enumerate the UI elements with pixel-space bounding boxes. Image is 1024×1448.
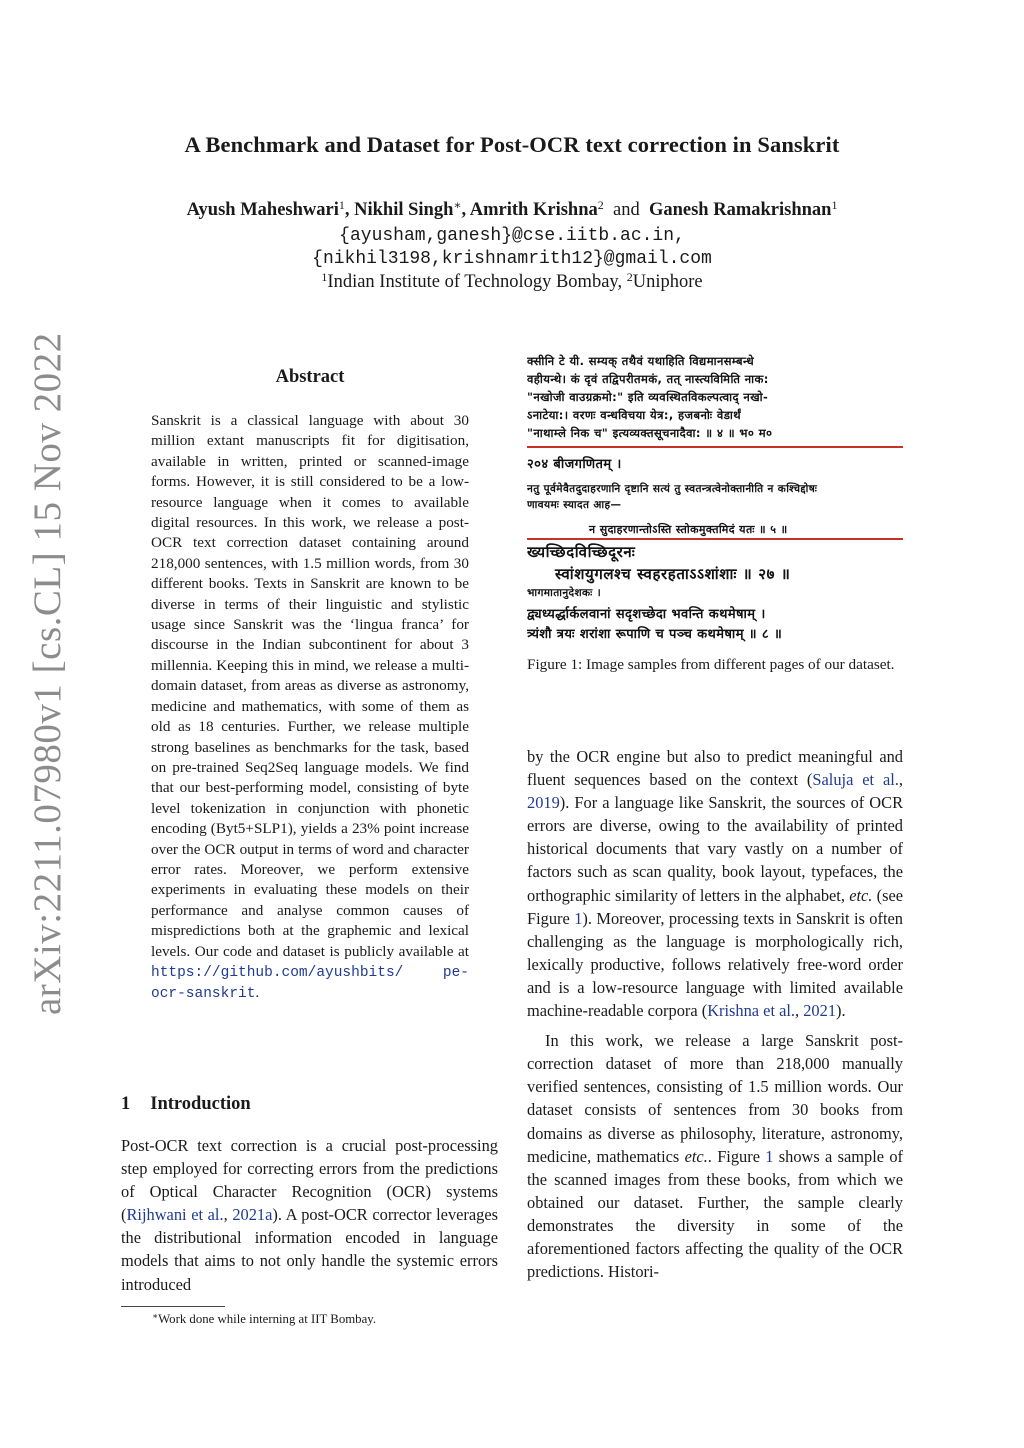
figure-ref-link[interactable]: 1 (574, 908, 583, 928)
citation-link[interactable]: Rijhwani et al., 2021a (126, 1205, 273, 1225)
scan-text-line: त्र्यंशौ त्रयः शरांशा रूपाणि च पञ्च कथमेषाम् ॥ ८ ॥ (527, 627, 783, 642)
affiliation-mark: 2 (626, 270, 633, 284)
scan-text-line: २०४ बीजगणितम् । (527, 457, 622, 472)
paragraph: by the OCR engine but also to predict meaningful and fluent sequences based on the context (Saluja et al., 2019). For a language like Sanskrit, the sources of OCR errors are diverse, owing to the availability of printed historical documents that vary vastly on a number of factors such as scan quality, book layout, typefaces, the orthographic similarity of letters in the alphabet, etc. (see Figure 1). Moreover, processing texts in Sanskrit is often challenging as the language is morphologically rich, lexically productive, follows relatively free-word order and is a low-resource language with limited available machine-readable corpora (Krishna et al., 2021). (527, 747, 904, 1021)
scan-text-line: "नखोजी वाउग्रक्रमो:" इति व्यवस्थितविकल्पत्वाद् नखो- (527, 390, 769, 404)
scan-text-line: स्वांशयुगलश्च स्वहरहताऽऽशांशाः ॥ २७ ॥ (555, 565, 791, 583)
section-number: 1 (121, 1094, 131, 1114)
repository-link[interactable]: https://github.com/ayushbits/ pe-ocr-sanskrit (151, 964, 469, 1003)
scan-text-line: द्व्यध्यर्द्धार्कलवानां सदृशच्छेदा भवन्ति कथमेषाम् । (527, 607, 766, 622)
section-heading (121, 1094, 251, 1115)
affiliation: Uniphore (632, 272, 703, 292)
sample-separator (527, 538, 903, 540)
author-affiliation-mark: 1 (338, 198, 345, 212)
affiliations (0, 272, 1024, 293)
author-name: Ayush Maheshwari (186, 200, 339, 220)
email-line: {nikhil3198,krishnamrith12}@gmail.com (312, 249, 712, 269)
citation-link[interactable]: Saluja et al., 2019 (527, 770, 904, 813)
scan-text-line: नतु पूर्वमेवैतदुदाहरणानि दृष्टानि सत्यं तु स्वतन्त्रत्वेनोक्तानीति न कश्चिद्दोषः (527, 483, 818, 495)
author-list: Ayush Maheshwari$^1$, Nikhil Singh∗, Amrith Krishna$^2$ and Ganesh Ramakrishnan$^1$ (186, 198, 838, 220)
author-name: Amrith Krishna (469, 200, 598, 220)
figure-ref-link[interactable]: 1 (765, 1146, 774, 1166)
author-conjunction: and (612, 200, 640, 220)
section-title: Introduction (150, 1094, 251, 1114)
figure-caption: Figure 1: Image samples from different pages of our dataset. (527, 656, 895, 673)
scan-text-line: णावयमः स्यादत आह— (527, 499, 622, 511)
footnote-divider (121, 1306, 225, 1307)
abstract-heading: Abstract (275, 367, 345, 387)
sample-separator (527, 446, 903, 448)
abstract-body (151, 411, 469, 1005)
figure-scan-samples (527, 352, 903, 644)
email-line: {ayusham,ganesh}@cse.iitb.ac.in, (339, 226, 685, 246)
scan-text-line: ख्यच्छिदविच्छिदूरनः (527, 543, 636, 561)
scan-text-line: ऽनाटेया:। वरणः वन्धविचया येत्र:, हजबनोः वेडार्थं (527, 408, 742, 422)
intro-text: ). A post-OCR corrector leverages the distributional information encoded in language models that aims to not only handle the systemic errors introduced (121, 1205, 498, 1294)
author-affiliation-mark: ∗ (453, 198, 462, 212)
scan-text-line: "नाथाम्ले निक च" इत्यव्यक्तसूचनादैवा: ॥ ४ ॥ भ० म० (527, 426, 773, 440)
footnote-text: Work done while interning at IIT Bombay. (158, 1312, 377, 1326)
scan-text-line: न सुदाहरणान्तोऽस्ति स्तोकमुक्तमिदं यतः ॥ ५ ॥ (589, 523, 788, 536)
affiliation: Indian Institute of Technology Bombay, (327, 272, 627, 292)
intro-paragraph (121, 1134, 498, 1296)
affiliation-mark: 1 (321, 270, 328, 284)
footnote (152, 1312, 376, 1327)
author-affiliation-mark: 1 (831, 198, 838, 212)
scan-text-line: भागमातानुदेशकः । (527, 587, 602, 599)
author-name: Nikhil Singh (354, 200, 454, 220)
intro-text: Post-OCR text correction is a crucial post-processing step employed for correcting errors from the predictions of Optical Character Recognition (OCR) systems ( (121, 1136, 498, 1225)
abstract-text: Sanskrit is a classical language with about 30 million extant manuscripts fit for digitisation, available in written, printed or scanned-image forms. However, it is still considered to be a low-resource language when it comes to available digital resources. In this work, we release a post-OCR text correction dataset containing around 218,000 sentences, with 1.5 million words, from 30 different books. Texts in Sanskrit are known to be diverse in terms of their linguistic and stylistic usage since Sanskrit was the ‘lingua franca’ for discourse in the Indian subcontinent for about 3 millennia. Keeping this in mind, we release a multi-domain dataset, from areas as diverse as astronomy, medicine and mathematics, with some of them as old as 18 centuries. Further, we release multiple strong baselines as benchmarks for the task, based on pre-trained Seq2Seq language models. We find that our best-performing model, consisting of byte level tokenization in conjunction with phonetic encoding (Byt5+SLP1), yields a 23% point increase over the OCR output in terms of word and character error rates. Moreover, we perform extensive experiments in evaluating these models on their performance and analyse common causes of mispredictions both at the graphemic and lexical levels. Our code and dataset is publicly available at (151, 412, 469, 960)
paper-title: A Benchmark and Dataset for Post-OCR text correction in Sanskrit (184, 132, 840, 157)
arxiv-stamp: arXiv:2211.07980v1 [cs.CL] 15 Nov 2022 (26, 332, 69, 1015)
scan-text-line: वहीयन्थे। कं दृवं तद्विपरीतमकं, तत् नास्त्यविमिति नाक: (527, 372, 769, 386)
paragraph: In this work, we release a large Sanskrit post-correction dataset of more than 218,000 manually verified sentences, consisting of 1.5 million words. Our dataset consists of sentences from 30 books from domains as diverse as philosophy, literature, astronomy, medicine, mathematics etc.. Figure 1 shows a sample of the scanned images from these books, from which we obtained our dataset. Further, the sample clearly demonstrates the diversity in some of the aforementioned factors affecting the quality of the OCR predictions. Histori- (527, 1031, 903, 1282)
scan-text-line: क्सीनि टे यी. सम्यक् तथैवं यथाहिति विद्यमानसम्बन्धे (527, 354, 755, 368)
citation-link[interactable]: Krishna et al., 2021 (707, 1001, 837, 1021)
abstract-end: . (255, 984, 260, 1002)
right-column-text (527, 745, 903, 1283)
footnote-mark: ∗ (152, 1311, 159, 1321)
author-name: Ganesh Ramakrishnan (648, 200, 832, 220)
author-affiliation-mark: 2 (597, 198, 604, 212)
